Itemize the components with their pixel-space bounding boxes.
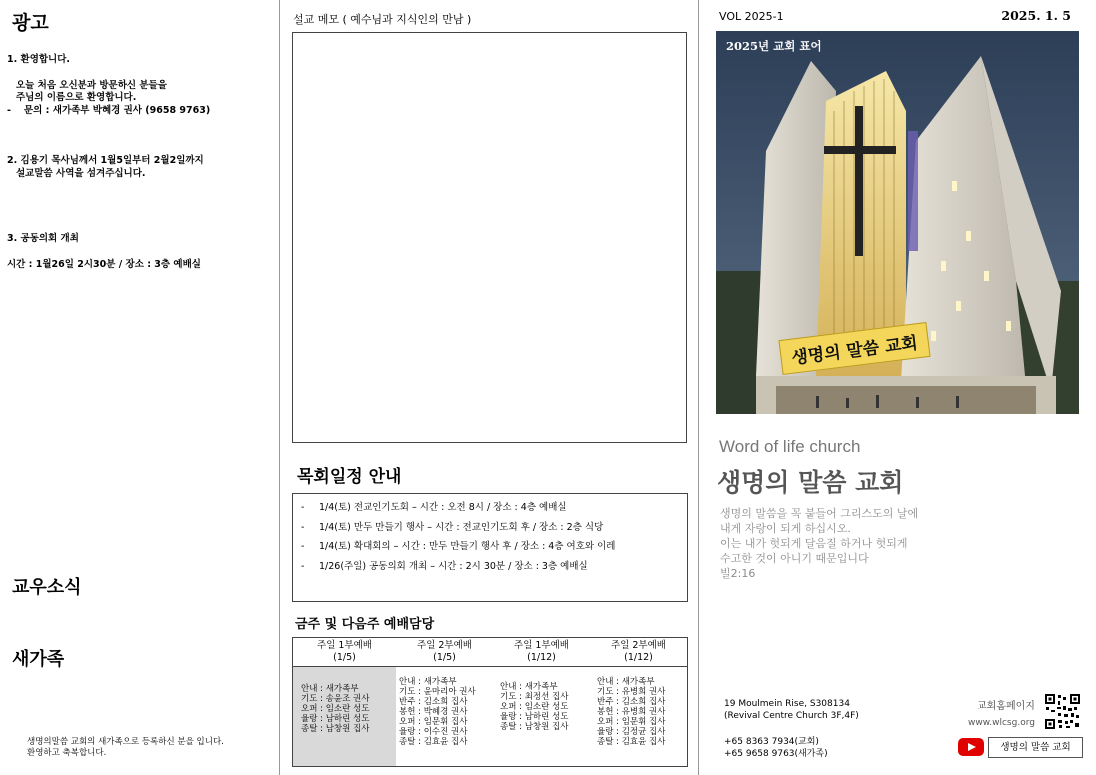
duty-line: 종탈 : 남창원 집사 (500, 722, 569, 732)
duty-divider (293, 666, 687, 667)
duty-line: 반주 : 김소희 집사 (399, 697, 468, 707)
phone-church: +65 8363 7934(교회) (724, 737, 819, 747)
duty-line: 안내 : 새가족부 (597, 677, 655, 687)
bible-verse (720, 506, 918, 581)
verse-line: 수고한 것이 아니기 때문입니다 (720, 552, 869, 565)
notice2-line1: 2. 김용기 목사님께서 1월5일부터 2월2일까지 (7, 155, 204, 166)
duty-head-date: (1/5) (433, 652, 456, 663)
duty-col2-body (399, 677, 476, 747)
schedule-item-text: 1/26(주일) 공동의회 개최 – 시간 : 2시 30분 / 장소 : 3층 예배실 (319, 560, 588, 572)
duty-line: 기도 : 최정선 집사 (500, 692, 569, 702)
duty-line: 반주 : 김소희 집사 (597, 697, 666, 707)
church-address (724, 698, 859, 760)
duty-line: 오퍼 : 임문휘 집사 (399, 717, 468, 727)
verse-reference: 빌2:16 (720, 567, 756, 580)
duty-head-label: 주일 1부예배 (514, 640, 569, 651)
new-family-line2: 환영하고 축복합니다. (27, 748, 107, 758)
worship-duty-title: 금주 및 다음주 예배담당 (295, 617, 435, 632)
verse-line: 이는 내가 헛되게 달음질 하거나 헛되게 (720, 537, 908, 550)
duty-head-date: (1/12) (624, 652, 653, 663)
duty-head-date: (1/12) (527, 652, 556, 663)
duty-line: 기도 : 송윤조 권사 (301, 694, 370, 704)
duty-line: 종탈 : 김효윤 집사 (399, 737, 468, 747)
schedule-box (292, 493, 688, 602)
duty-line: 율랑 : 김정균 집사 (597, 727, 666, 737)
middle-panel (279, 0, 699, 775)
left-panel (0, 0, 278, 775)
schedule-item-text: 1/4(토) 확대회의 – 시간 : 만두 만들기 행사 후 / 장소 : 4층 여호와 이레 (319, 541, 616, 552)
bullet-dash: - (301, 560, 305, 572)
bullet-dash: - (301, 521, 305, 533)
verse-line: 생명의 말씀을 꼭 붙들어 그리스도의 날에 (720, 507, 919, 520)
duty-line: 안내 : 새가족부 (301, 684, 359, 694)
new-family-title: 새가족 (12, 649, 65, 670)
schedule-item (301, 521, 679, 541)
sermon-memo-title: 설교 메모 ( 예수님과 지식인의 만남 ) (293, 13, 472, 26)
volume-label: VOL 2025-1 (719, 10, 784, 23)
schedule-item-text: 1/4(토) 전교인기도회 – 시간 : 오전 8시 / 장소 : 4층 예배실 (319, 502, 567, 513)
duty-head-date: (1/5) (333, 652, 356, 663)
duty-head-col4 (590, 638, 687, 666)
members-news-title: 교우소식 (12, 577, 82, 598)
youtube-icon[interactable] (958, 738, 984, 756)
schedule-item (301, 560, 679, 580)
phone-new-family: +65 9658 9763(새가족) (724, 749, 828, 759)
motto-caption: 2025년 교회 표어 (726, 39, 822, 53)
duty-head-label: 주일 2부예배 (611, 640, 666, 651)
duty-head-col1 (293, 638, 396, 666)
schedule-item (301, 540, 679, 560)
duty-line: 기도 : 윤마리아 권사 (399, 687, 476, 697)
duty-line: 오퍼 : 임문휘 집사 (597, 717, 666, 727)
church-building-photo (716, 31, 1079, 414)
duty-line: 안내 : 새가족부 (500, 682, 558, 692)
right-panel (700, 0, 1096, 775)
building-sign: 생명의 말씀 교회 (778, 322, 930, 375)
ad-title: 광고 (12, 12, 49, 34)
notice2-line2: 설교말씀 사역을 섬겨주십니다. (16, 168, 146, 179)
qr-code-icon[interactable] (1044, 693, 1081, 730)
homepage-info (968, 699, 1035, 731)
youtube-channel-button[interactable]: 생명의 말씀 교회 (988, 737, 1083, 758)
duty-line: 봉헌 : 유병희 권사 (597, 707, 666, 717)
duty-line: 안내 : 새가족부 (399, 677, 457, 687)
notice1-line1: 오늘 처음 오신분과 방문하신 분들을 (16, 80, 167, 91)
notice1-line2: 주님의 이름으로 환영합니다. (16, 92, 137, 103)
duty-head-col3 (493, 638, 590, 666)
duty-line: 오퍼 : 임소란 성도 (500, 702, 569, 712)
issue-date: 2025. 1. 5 (1001, 8, 1071, 23)
sermon-memo-box[interactable] (292, 32, 687, 443)
bullet-dash: - (301, 502, 305, 513)
duty-line: 종탈 : 김효윤 집사 (597, 737, 666, 747)
notice1-contact: 문의 : 새가족부 박혜경 권사 (9658 9763) (24, 105, 211, 116)
church-name-ko: 생명의 말씀 교회 (717, 468, 904, 497)
schedule-title: 목회일정 안내 (297, 467, 402, 487)
address-line: 19 Moulmein Rise, S308134 (724, 699, 850, 709)
address-line: (Revival Centre Church 3F,4F) (724, 711, 859, 721)
duty-col3-body (500, 682, 568, 732)
duty-line: 율랑 : 이수진 권사 (399, 727, 468, 737)
notice3-time: 시간 : 1월26일 2시30분 / 장소 : 3층 예배실 (7, 259, 201, 270)
church-name-en: Word of life church (719, 437, 861, 456)
duty-line: 봉헌 : 박혜경 권사 (399, 707, 468, 717)
duty-head-col2 (396, 638, 493, 666)
schedule-item-text: 1/4(토) 만두 만들기 행사 – 시간 : 전교인기도회 후 / 장소 : 2층 식당 (319, 521, 604, 533)
notice3-title: 3. 공동의회 개최 (7, 233, 79, 244)
homepage-url[interactable]: www.wlcsg.org (968, 718, 1035, 728)
duty-line: 종탈 : 남창원 집사 (301, 724, 370, 734)
worship-duty-table (292, 637, 688, 767)
new-family-line1: 생명의말씀 교회의 새가족으로 등록하신 분을 입니다. (27, 737, 224, 747)
duty-head-label: 주일 2부예배 (417, 640, 472, 651)
duty-line: 율랑 : 남하린 성도 (500, 712, 569, 722)
duty-line: 기도 : 유병희 권사 (597, 687, 666, 697)
duty-col1-body (301, 684, 369, 734)
bullet-dash: - (301, 541, 305, 552)
notice1-bullet: - (7, 105, 11, 116)
notice1-title: 1. 환영합니다. (7, 54, 71, 65)
duty-line: 율랑 : 남하린 성도 (301, 714, 370, 724)
schedule-item (301, 501, 679, 521)
duty-line: 오퍼 : 임소란 성도 (301, 704, 370, 714)
duty-col4-body (597, 677, 665, 747)
homepage-label: 교회홈페이지 (976, 701, 1035, 712)
verse-line: 내게 자랑이 되게 하십시오. (720, 522, 851, 535)
duty-head-label: 주일 1부예배 (317, 640, 372, 651)
